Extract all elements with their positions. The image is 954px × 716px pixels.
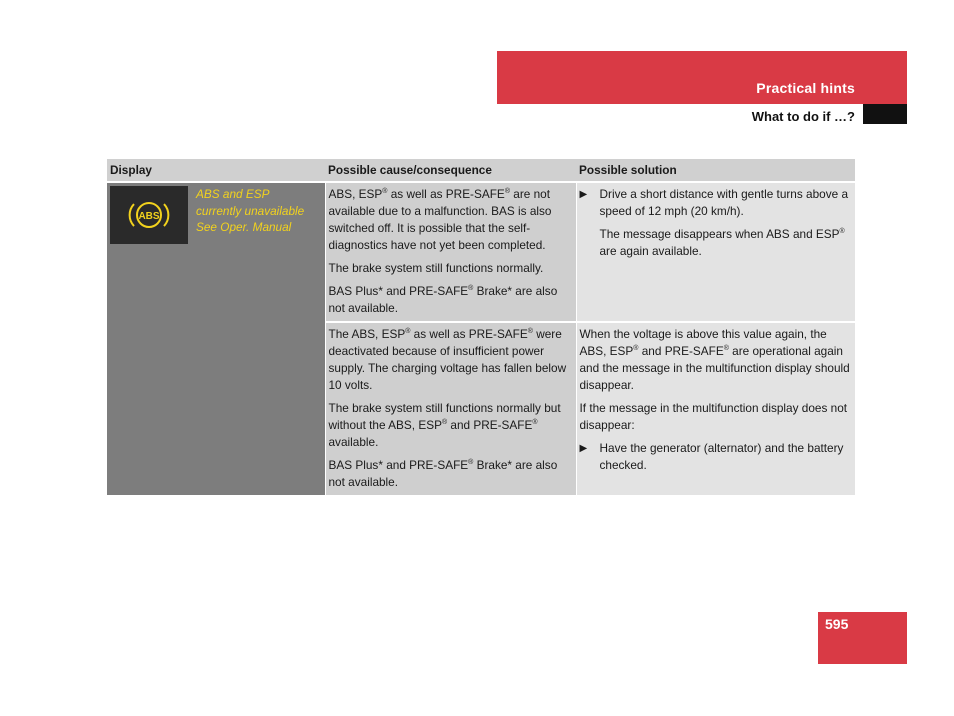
header-solution: Possible solution: [576, 159, 855, 182]
header-cause: Possible cause/consequence: [325, 159, 576, 182]
thumb-tab: [863, 104, 907, 124]
abs-display-panel: [110, 186, 188, 244]
solution-paragraph: If the message in the multifunction display does not disappear:: [579, 401, 848, 432]
solution-cell-1: [576, 182, 855, 322]
bullet-arrow-icon: ▶: [579, 189, 588, 200]
solution-note: The message disappears when ABS and ESP® are again available.: [599, 227, 845, 258]
subsection-title: What to do if …?: [751, 109, 855, 124]
display-line: See Oper. Manual: [196, 220, 292, 234]
bullet-arrow-icon: ▶: [579, 443, 588, 454]
cause-paragraph: ABS, ESP® as well as PRE-SAFE® are not available due to a malfunction. BAS is also switched off. It is possible that the self-diagnostics have not yet been completed.: [328, 187, 552, 252]
section-title: Practical hints: [756, 80, 855, 96]
display-line: currently unavailable: [196, 203, 305, 218]
display-message: [196, 186, 304, 244]
cause-paragraph: BAS Plus* and PRE-SAFE® Brake* are also not available.: [328, 284, 558, 315]
cause-paragraph: The brake system still functions normally but without the ABS, ESP® and PRE-SAFE® available.: [328, 401, 561, 449]
solution-step: ▶ Have the generator (alternator) and the battery checked.: [579, 441, 844, 472]
solution-step: ▶ Drive a short distance with gentle turns above a speed of 12 mph (20 km/h).: [579, 187, 849, 218]
table-header-row: [107, 159, 855, 182]
solution-paragraph: When the voltage is above this value again, the ABS, ESP® and PRE-SAFE® are operational again and the message in the multifunction display should disappear.: [579, 327, 850, 392]
abs-warning-icon: [119, 195, 179, 235]
display-cell: [107, 182, 325, 495]
page-number: 595: [825, 616, 849, 632]
header-display: Display: [107, 159, 325, 182]
troubleshooting-table: [107, 159, 855, 495]
header-band: [497, 51, 907, 104]
cause-paragraph: The brake system still functions normally.: [328, 261, 544, 275]
cause-paragraph: BAS Plus* and PRE-SAFE® Brake* are also not available.: [328, 458, 558, 489]
display-line: ABS and ESP: [196, 187, 270, 201]
solution-cell-2: [576, 322, 855, 495]
cause-cell-2: [325, 322, 576, 495]
cause-cell-1: [325, 182, 576, 322]
cause-paragraph: The ABS, ESP® as well as PRE-SAFE® were deactivated because of insufficient power supply. The charging voltage has fallen below 10 volts.: [328, 327, 567, 392]
table-row: [107, 182, 855, 322]
abs-icon-label: ABS: [138, 211, 160, 222]
